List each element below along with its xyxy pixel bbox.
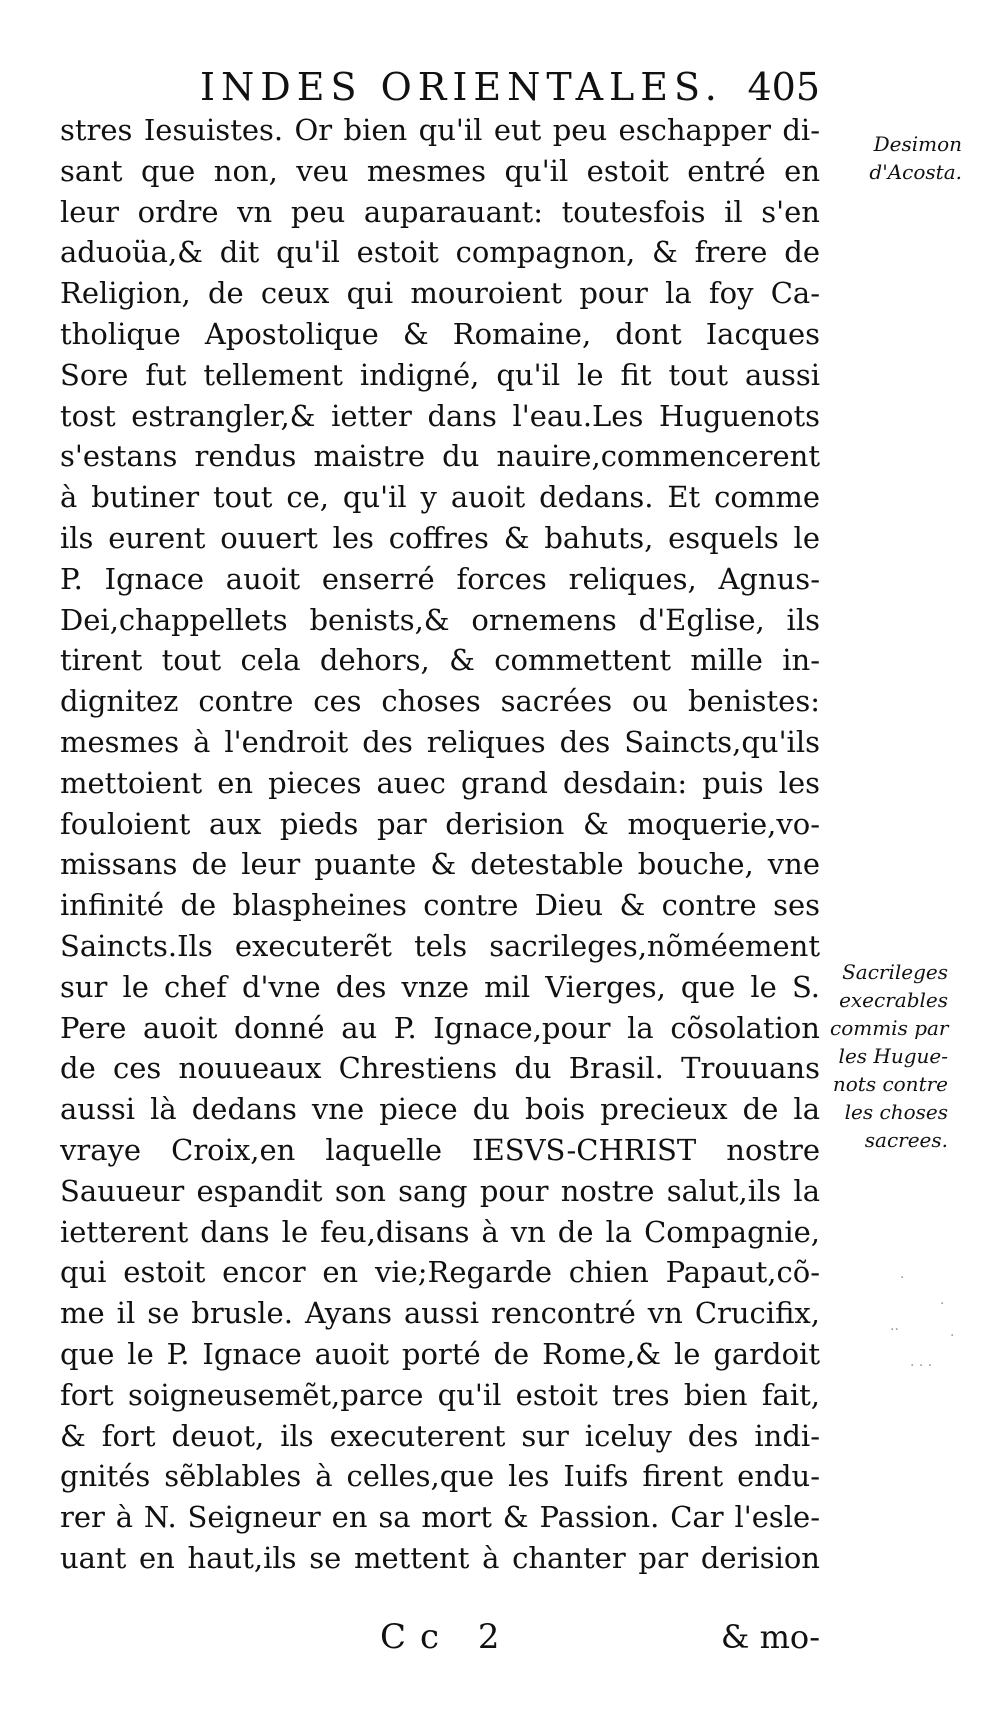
margin-note-line: commis par xyxy=(830,1016,949,1040)
text-line: sur le chef d'vne des vnze mil Vierges, que le S. xyxy=(60,969,820,1004)
catchword: & mo- xyxy=(720,1618,820,1656)
text-line: qui estoit encor en vie;Regarde chien Papaut,cõ- xyxy=(60,1255,820,1290)
margin-note-line: nots contre xyxy=(832,1072,948,1096)
running-head xyxy=(60,62,820,112)
ink-speck: · xyxy=(900,1270,905,1286)
margin-note-acosta xyxy=(830,130,990,186)
text-line: ietterent dans le feu,disans à vn de la Compagnie, xyxy=(60,1214,820,1249)
running-title: INDES ORIENTALES. xyxy=(200,65,723,109)
ink-speck: · xyxy=(950,1328,955,1344)
margin-note-line: les Hugue- xyxy=(838,1044,948,1068)
text-line: que le P. Ignace auoit porté de Rome,& le gardoit xyxy=(60,1336,820,1371)
printer-signature: Cc 2 xyxy=(380,1617,514,1657)
text-line: mesmes à l'endroit des reliques des Saincts,qu'ils xyxy=(60,724,820,759)
text-line: infinité de blaspheines contre Dieu & contre ses xyxy=(60,888,820,923)
text-line: stres Iesuistes. Or bien qu'il eut peu eschapper di- xyxy=(60,113,820,147)
margin-note-line: Sacrileges xyxy=(842,960,948,984)
text-line: Religion, de ceux qui mouroient pour la foy Ca- xyxy=(60,276,820,311)
text-line: s'estans rendus maistre du nauire,commencerent xyxy=(60,439,820,474)
text-line: dignitez contre ces choses sacrées ou benistes: xyxy=(60,684,820,719)
body-text xyxy=(60,110,820,1610)
text-line: missans de leur puante & detestable bouche, vne xyxy=(60,847,820,882)
margin-note-sacrileges xyxy=(830,958,990,1154)
text-line: tost estrangler,& ietter dans l'eau.Les Huguenots xyxy=(60,398,820,433)
margin-note-line: sacrees. xyxy=(864,1128,948,1152)
margin-note-line: execrables xyxy=(839,988,948,1012)
text-line: de ces nouueaux Chrestiens du Brasil. Trouuans xyxy=(60,1051,820,1086)
text-line: tholique Apostolique & Romaine, dont Iacques xyxy=(60,316,820,351)
text-line: Dei,chappellets benists,& ornemens d'Eglise, ils xyxy=(60,602,820,637)
text-line: sant que non, veu mesmes qu'il estoit entré en xyxy=(60,153,820,188)
text-line: P. Ignace auoit enserré forces reliques, Agnus- xyxy=(60,561,820,596)
text-line: rer à N. Seigneur en sa mort & Passion. Car l'esle- xyxy=(60,1500,820,1535)
text-line: Pere auoit donné au P. Ignace,pour la cõsolation xyxy=(60,1010,820,1045)
text-line: uant en haut,ils se mettent à chanter par derision xyxy=(60,1540,820,1575)
text-line: vraye Croix,en laquelle IESVS-CHRIST nostre xyxy=(60,1132,820,1167)
margin-note-line: d'Acosta. xyxy=(869,160,962,184)
text-line: Sauueur espandit son sang pour nostre salut,ils la xyxy=(60,1173,820,1208)
margin-note-line: les choses xyxy=(844,1100,948,1124)
page-footer xyxy=(60,1612,820,1662)
text-line: & fort deuot, ils executerent sur iceluy des indi- xyxy=(60,1418,820,1453)
ink-speck: · · · xyxy=(910,1358,933,1374)
text-line: aduoüa,& dit qu'il estoit compagnon, & frere de xyxy=(60,235,820,270)
text-line: Saincts.Ils executerẽt tels sacrileges,nõméement xyxy=(60,928,820,963)
text-line: Sore fut tellement indigné, qu'il le fit tout aussi xyxy=(60,357,820,392)
text-line: me il se brusle. Ayans aussi rencontré vn Crucifix, xyxy=(60,1296,820,1331)
text-line: mettoient en pieces auec grand desdain: puis les xyxy=(60,765,820,800)
text-line: ils eurent ouuert les coffres & bahuts, esquels le xyxy=(60,520,820,555)
text-line: à butiner tout ce, qu'il y auoit dedans. Et comme xyxy=(60,480,820,515)
ink-speck: ·· xyxy=(890,1322,899,1338)
page-number: 405 xyxy=(747,65,820,109)
text-line: tirent tout cela dehors, & commettent mille in- xyxy=(60,643,820,678)
text-line: gnités sẽblables à celles,que les Iuifs firent endu- xyxy=(60,1459,820,1494)
margin-note-line: Desimon xyxy=(873,132,962,156)
ink-speck: · xyxy=(940,1296,945,1312)
text-line: fouloient aux pieds par derision & moquerie,vo- xyxy=(60,806,820,841)
text-line: aussi là dedans vne piece du bois precieux de la xyxy=(60,1092,820,1127)
text-line: fort soigneusemẽt,parce qu'il estoit tres bien fait, xyxy=(60,1377,820,1412)
text-line: leur ordre vn peu auparauant: toutesfois il s'en xyxy=(60,194,820,229)
show-through-marks xyxy=(880,1270,990,1390)
